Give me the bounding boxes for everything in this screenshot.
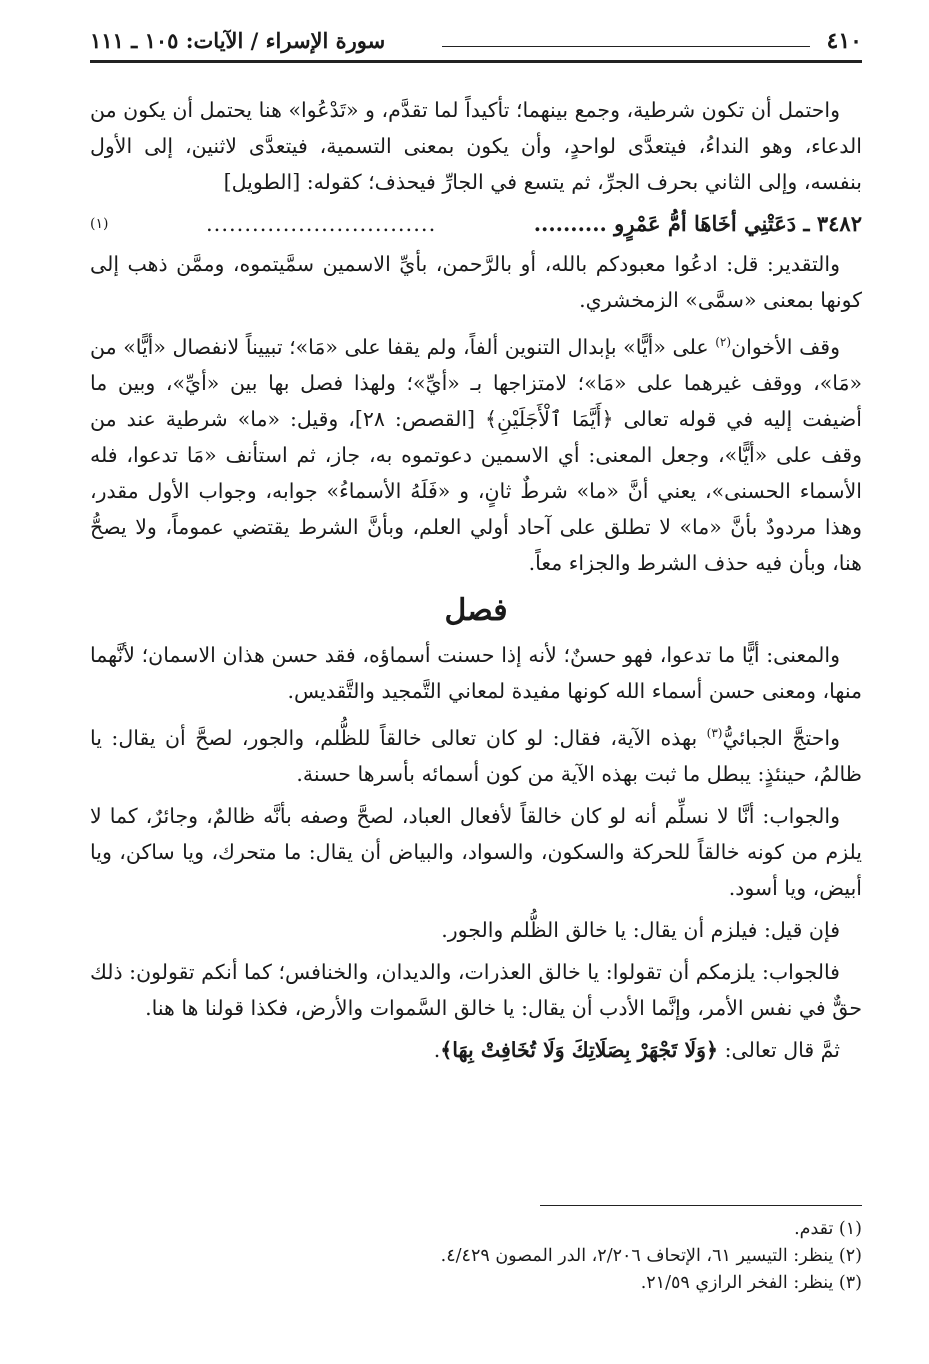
paragraph-3-rest: على «أيًّا» بإبدال التنوين ألفاً، ولم يقفا على «مَا»؛ تبييناً لانفصال «أيًّا» من «مَا»، ووقف غيرهما على «مَا»؛ لامتزاجها بـ «أيِّ»؛ ولهذا فصل بها بين «أيِّ»، وبين ما أضيفت إليه في قوله تعالى ﴿أَيَّمَا ٱلْأَجَلَيْنِ﴾ [القصص: ٢٨]، وقيل: «ما» شرطية عند من وقف على «أيًّا»، وجعل المعنى: أي الاسمين دعوتموه به، جاز، ثم استأنف «مَا تدعوا، فله الأسماء الحسنى»، يعني أنَّ «ما» شرطٌ ثانٍ، و «فَلَهُ الأسماءُ» جوابه، وجواب الأول مقدر، وهذا مردودٌ بأنَّ «ما» لا تطلق على آحاد أولي العلم، وبأنَّ الشرط يقتضي عموماً، ولا يصحُّ هنا، وبأن فيه حذف الشرط والجزاء معاً. <box>90 334 863 575</box>
paragraph-4: والمعنى: أيًّا ما تدعوا، فهو حسنٌ؛ لأنه إذا حسنت أسماؤه، فقد حسن هذان الاسمان؛ لأنَّهما منها، ومعنى حسن أسماء الله كونها مفيدة لمعاني التَّمجيد والتَّقديس. <box>90 642 862 703</box>
paragraph-5 <box>90 715 862 792</box>
page-number: ٤١٠ <box>826 28 862 54</box>
header-rule <box>442 46 810 47</box>
quran-quote: ﴿وَلَا تَجْهَرْ بِصَلَاتِكَ وَلَا تُخَافِتْ بِهَا﴾ <box>440 1037 719 1062</box>
main-text <box>90 92 862 1074</box>
verse-dots: .............................. <box>205 212 437 236</box>
paragraph-6: والجواب: أنَّا لا نسلِّم أنه لو كان خالقاً لأفعال العباد، لصحَّ وصفه بأنَّه ظالمٌ، وجائرٌ، كما لا يلزم من كونه خالقاً للحركة والسكون، والسواد، والبياض أن يقال: ما متحرك، ويا ساكن، ويا أبيض، ويا أسود. <box>90 803 862 900</box>
footnote-3: (٣) ينظر: الفخر الرازي ٢١/٥٩. <box>640 1273 862 1293</box>
verse-footnote-mark: (١) <box>90 216 109 232</box>
footnote-1: (١) تقدم. <box>794 1219 862 1239</box>
header-divider <box>90 60 862 63</box>
paragraph-9-end: . <box>433 1037 441 1062</box>
book-page <box>90 20 862 1350</box>
page-header <box>90 20 862 60</box>
verse-text: ٣٤٨٢ ـ دَعَتْنِي أخَاهَا أمُّ عَمْرٍو .......... <box>533 211 862 236</box>
footnote-ref-2: (٢) <box>715 335 732 349</box>
footnote-divider <box>540 1205 862 1206</box>
section-heading: فصل <box>444 592 508 628</box>
paragraph-9 <box>90 1032 862 1068</box>
paragraph-8: فالجواب: يلزمكم أن تقولوا: يا خالق العذرات، والديدان، والخنافس؛ كما أنكم تقولون: ذلك حقٌّ في نفس الأمر، وإنَّما الأدب أن يقال: يا خالق السَّموات والأرض، فكذا قولنا ها هنا. <box>90 959 862 1020</box>
paragraph-3-start: وقف الأخوان <box>731 334 840 359</box>
running-title: سورة الإسراء / الآيات: ١٠٥ ـ ١١١ <box>90 28 386 53</box>
poetry-verse <box>90 206 862 242</box>
paragraph-3 <box>90 324 862 581</box>
paragraph-9-start: ثمَّ قال تعالى: <box>718 1037 840 1062</box>
paragraph-2: والتقدير: قل: ادعُوا معبودكم بالله، أو بالرَّحمن، بأيِّ الاسمين سمَّيتموه، وممَّن ذهب إلى كونها بمعنى «سمَّى» الزمخشري. <box>90 252 862 312</box>
footnote-2: (٢) ينظر: التيسير ٦١، الإتحاف ٢/٢٠٦، الدر المصون ٤/٤٢٩. <box>440 1246 862 1266</box>
paragraph-7: فإن قيل: فيلزم أن يقال: يا خالق الظُّلم والجور. <box>441 917 840 942</box>
paragraph-1: واحتمل أن تكون شرطية، وجمع بينهما؛ تأكيداً لما تقدَّم، و «تَدْعُوا» هنا يحتمل أن يكون من الدعاء، وهو النداءُ، فيتعدَّى لواحدٍ، وأن يكون بمعنى التسمية، فيتعدَّى لاثنين، إلى الأول بنفسه، وإلى الثاني بحرف الجرِّ، ثم يتسع في الجارِّ فيحذف؛ كقوله: [الطويل] <box>90 98 862 194</box>
paragraph-5-rest: بهذه الآية، فقال: لو كان تعالى خالقاً للظُّلم، والجور، لصحَّ أن يقال: يا ظالمُ، حينئذٍ: يبطل ما ثبت بهذه الآية من كون أسمائه بأسرها حسنة. <box>90 725 862 786</box>
footnote-ref-3: (٣) <box>706 725 723 740</box>
footnotes <box>90 1216 862 1297</box>
paragraph-5-start: واحتجَّ الجبائيُّ <box>722 725 841 750</box>
